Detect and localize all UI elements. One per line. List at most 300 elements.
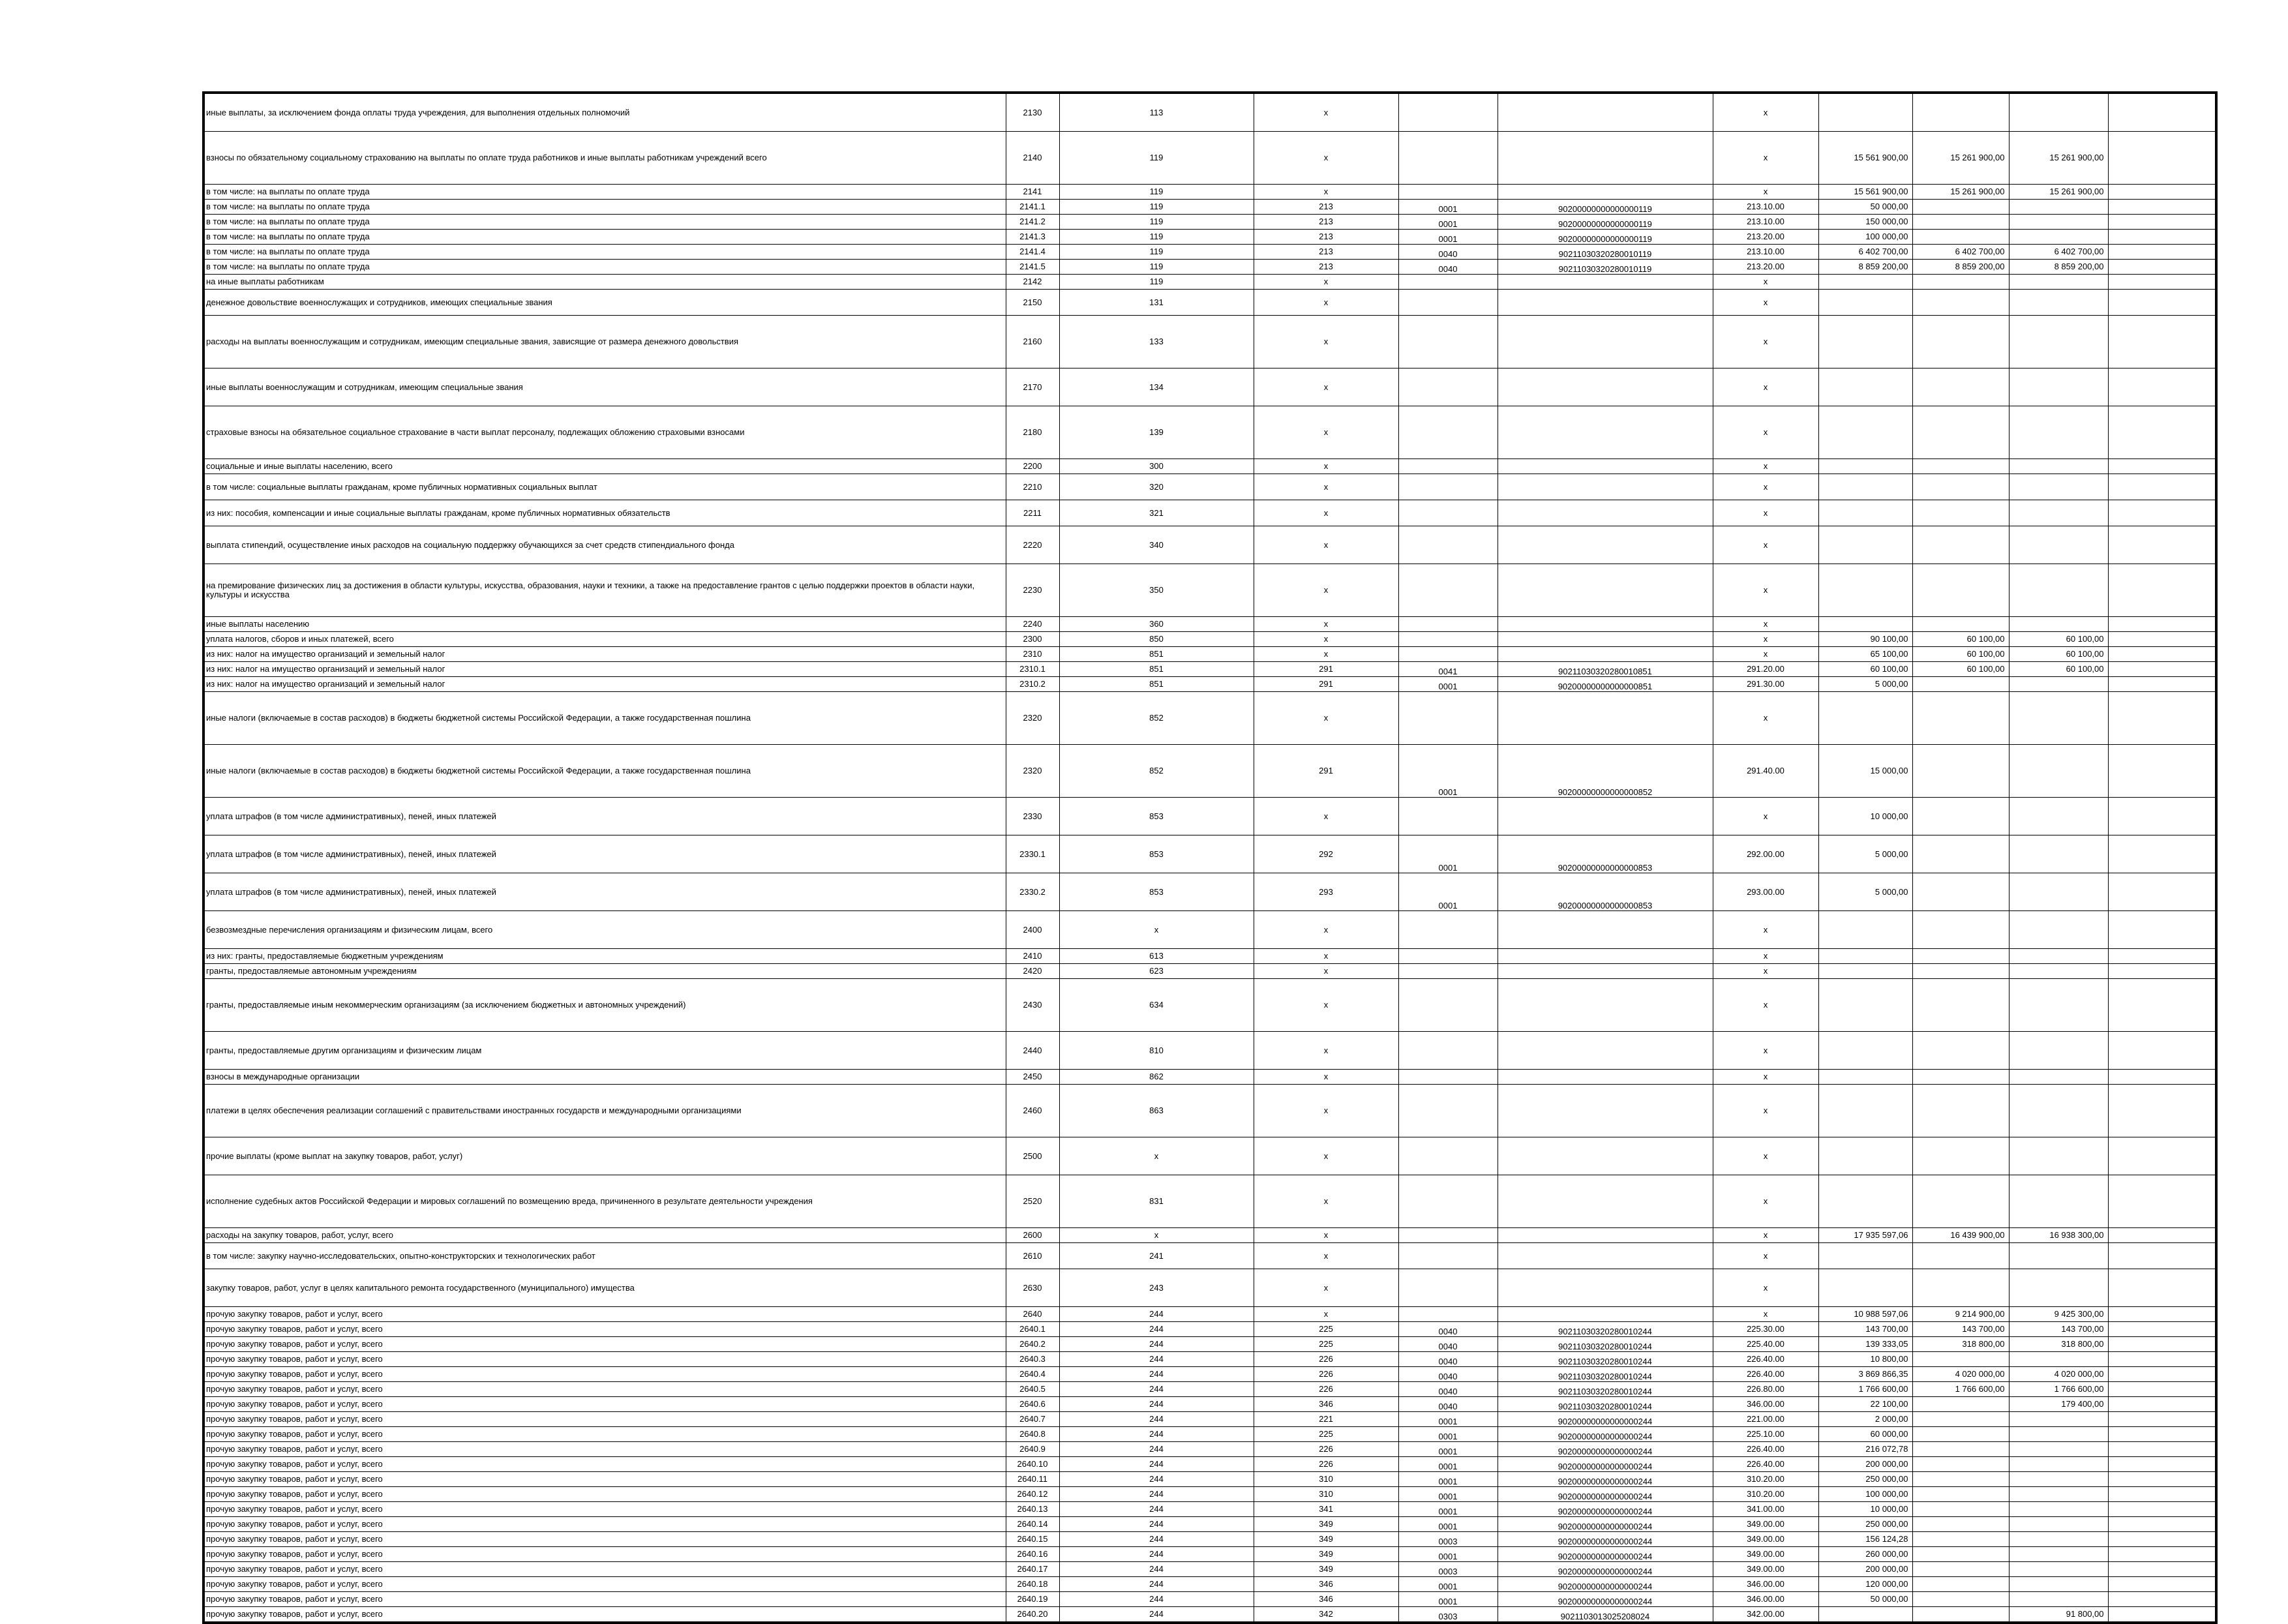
sum-year-1-cell: 15 561 900,00 [1818, 132, 1912, 185]
subsidy-code-cell: 0001 [1398, 200, 1498, 215]
table-row [203, 1502, 2216, 1517]
budget-classification-code-cell [1498, 1269, 1713, 1307]
kvr-code-cell: 623 [1059, 964, 1254, 979]
sum-year-3-cell: 60 100,00 [2009, 632, 2108, 647]
kosgu-code-cell: 291 [1254, 677, 1398, 692]
sum-year-1-cell [1818, 979, 1912, 1032]
row-name-cell: гранты, предоставляемые иным некоммерческим организациям (за исключением бюджетных и автономных учреждений) [203, 979, 1006, 1032]
subsidy-code-cell: 0001 [1398, 677, 1498, 692]
sum-year-2-cell: 9 214 900,00 [1912, 1307, 2009, 1322]
sum-year-2-cell [1912, 1032, 2009, 1070]
sum-year-1-cell: 50 000,00 [1818, 200, 1912, 215]
sum-year-2-cell [1912, 1517, 2009, 1532]
sum-extra-cell [2108, 1442, 2216, 1457]
sum-extra-cell [2108, 617, 2216, 632]
row-name-cell: прочую закупку товаров, работ и услуг, всего [203, 1472, 1006, 1487]
sum-year-2-cell [1912, 1085, 2009, 1137]
kosgu-code-cell: x [1254, 368, 1398, 406]
analytic-code-cell: x [1713, 1269, 1818, 1307]
subsidy-code-cell [1398, 692, 1498, 745]
kvr-code-cell: 119 [1059, 132, 1254, 185]
kvr-code-cell: 350 [1059, 564, 1254, 617]
sum-extra-cell [2108, 1607, 2216, 1623]
sum-year-1-cell: 120 000,00 [1818, 1577, 1912, 1592]
kosgu-code-cell: x [1254, 1228, 1398, 1243]
line-code-cell: 2142 [1006, 275, 1059, 290]
kosgu-code-cell: 226 [1254, 1457, 1398, 1472]
row-name-cell: иные налоги (включаемые в состав расходов) в бюджеты бюджетной системы Российской Федерации, а также государственная пошлина [203, 692, 1006, 745]
sum-year-3-cell [2009, 230, 2108, 245]
analytic-code-cell: 213.10.00 [1713, 215, 1818, 230]
sum-extra-cell [2108, 692, 2216, 745]
table-row [203, 1322, 2216, 1337]
table-row [203, 979, 2216, 1032]
analytic-code-cell: 310.20.00 [1713, 1487, 1818, 1502]
sum-year-2-cell [1912, 617, 2009, 632]
analytic-code-cell: x [1713, 290, 1818, 316]
sum-year-1-cell: 5 000,00 [1818, 835, 1912, 873]
sum-year-2-cell: 16 439 900,00 [1912, 1228, 2009, 1243]
analytic-code-cell: x [1713, 185, 1818, 200]
row-name-cell: из них: налог на имущество организаций и земельный налог [203, 662, 1006, 677]
table-row [203, 215, 2216, 230]
line-code-cell: 2520 [1006, 1175, 1059, 1228]
sum-year-2-cell [1912, 275, 2009, 290]
subsidy-code-cell [1398, 617, 1498, 632]
sum-year-1-cell: 10 988 597,06 [1818, 1307, 1912, 1322]
sum-extra-cell [2108, 1070, 2216, 1085]
budget-classification-code-cell: 90200000000000000853 [1498, 835, 1713, 873]
budget-classification-code-cell [1498, 132, 1713, 185]
sum-year-3-cell: 1 766 600,00 [2009, 1382, 2108, 1397]
row-name-cell: иные выплаты военнослужащим и сотрудникам, имеющим специальные звания [203, 368, 1006, 406]
subsidy-code-cell: 0040 [1398, 260, 1498, 275]
budget-classification-code-cell: 90200000000000000852 [1498, 745, 1713, 798]
sum-year-2-cell [1912, 1562, 2009, 1577]
sum-extra-cell [2108, 1032, 2216, 1070]
sum-extra-cell [2108, 964, 2216, 979]
budget-classification-code-cell: 90200000000000000244 [1498, 1412, 1713, 1427]
sum-year-1-cell: 1 766 600,00 [1818, 1382, 1912, 1397]
subsidy-code-cell [1398, 459, 1498, 474]
table-row [203, 1517, 2216, 1532]
budget-classification-code-cell [1498, 290, 1713, 316]
sum-year-2-cell: 318 800,00 [1912, 1337, 2009, 1352]
sum-extra-cell [2108, 1562, 2216, 1577]
analytic-code-cell: 291.30.00 [1713, 677, 1818, 692]
sum-year-2-cell [1912, 1175, 2009, 1228]
kvr-code-cell: 119 [1059, 185, 1254, 200]
sum-year-2-cell [1912, 215, 2009, 230]
kvr-code-cell: 244 [1059, 1397, 1254, 1412]
subsidy-code-cell [1398, 949, 1498, 964]
sum-year-3-cell: 179 400,00 [2009, 1397, 2108, 1412]
analytic-code-cell: x [1713, 617, 1818, 632]
subsidy-code-cell: 0001 [1398, 1412, 1498, 1427]
budget-classification-code-cell [1498, 1228, 1713, 1243]
sum-year-2-cell: 4 020 000,00 [1912, 1367, 2009, 1382]
sum-year-1-cell: 5 000,00 [1818, 873, 1912, 911]
budget-classification-code-cell: 90211030320280010851 [1498, 662, 1713, 677]
sum-year-3-cell [2009, 1502, 2108, 1517]
subsidy-code-cell: 0001 [1398, 1487, 1498, 1502]
sum-year-1-cell [1818, 692, 1912, 745]
budget-classification-code-cell: 90200000000000000244 [1498, 1517, 1713, 1532]
table-row [203, 1175, 2216, 1228]
budget-classification-code-cell: 90200000000000000119 [1498, 215, 1713, 230]
row-name-cell: исполнение судебных актов Российской Федерации и мировых соглашений по возмещению вреда, причиненного в результате деятельности учреждения [203, 1175, 1006, 1228]
sum-year-3-cell [2009, 677, 2108, 692]
sum-year-1-cell [1818, 500, 1912, 526]
row-name-cell: прочую закупку товаров, работ и услуг, всего [203, 1337, 1006, 1352]
line-code-cell: 2640.18 [1006, 1577, 1059, 1592]
line-code-cell: 2170 [1006, 368, 1059, 406]
sum-year-3-cell [2009, 1592, 2108, 1607]
line-code-cell: 2141.4 [1006, 245, 1059, 260]
budget-classification-code-cell [1498, 500, 1713, 526]
sum-year-3-cell [2009, 1472, 2108, 1487]
row-name-cell: из них: пособия, компенсации и иные социальные выплаты гражданам, кроме публичных нормативных обязательств [203, 500, 1006, 526]
table-row [203, 459, 2216, 474]
sum-year-3-cell [2009, 1427, 2108, 1442]
sum-year-2-cell: 15 261 900,00 [1912, 185, 2009, 200]
sum-extra-cell [2108, 132, 2216, 185]
sum-year-1-cell: 15 561 900,00 [1818, 185, 1912, 200]
kvr-code-cell: 851 [1059, 677, 1254, 692]
line-code-cell: 2640.9 [1006, 1442, 1059, 1457]
kosgu-code-cell: x [1254, 406, 1398, 459]
kvr-code-cell: 851 [1059, 647, 1254, 662]
subsidy-code-cell: 0001 [1398, 1547, 1498, 1562]
kvr-code-cell: 244 [1059, 1532, 1254, 1547]
kvr-code-cell: 340 [1059, 526, 1254, 564]
sum-year-3-cell [2009, 474, 2108, 500]
sum-year-3-cell [2009, 1412, 2108, 1427]
kvr-code-cell: 244 [1059, 1427, 1254, 1442]
table-row [203, 1607, 2216, 1623]
line-code-cell: 2640.8 [1006, 1427, 1059, 1442]
kvr-code-cell: 853 [1059, 798, 1254, 835]
analytic-code-cell: 342.00.00 [1713, 1607, 1818, 1623]
sum-year-3-cell: 91 800,00 [2009, 1607, 2108, 1623]
line-code-cell: 2440 [1006, 1032, 1059, 1070]
analytic-code-cell: 292.00.00 [1713, 835, 1818, 873]
row-name-cell: уплата штрафов (в том числе административных), пеней, иных платежей [203, 798, 1006, 835]
line-code-cell: 2330.2 [1006, 873, 1059, 911]
table-row [203, 260, 2216, 275]
table-row [203, 275, 2216, 290]
analytic-code-cell: x [1713, 1228, 1818, 1243]
sum-extra-cell [2108, 459, 2216, 474]
budget-classification-code-cell: 90200000000000000244 [1498, 1502, 1713, 1517]
row-name-cell: прочие выплаты (кроме выплат на закупку товаров, работ, услуг) [203, 1137, 1006, 1175]
table-row [203, 1397, 2216, 1412]
kosgu-code-cell: x [1254, 1032, 1398, 1070]
line-code-cell: 2640.17 [1006, 1562, 1059, 1577]
budget-classification-code-cell: 90200000000000000244 [1498, 1562, 1713, 1577]
kvr-code-cell: 244 [1059, 1517, 1254, 1532]
sum-year-3-cell [2009, 949, 2108, 964]
analytic-code-cell: 346.00.00 [1713, 1577, 1818, 1592]
kosgu-code-cell: x [1254, 964, 1398, 979]
sum-extra-cell [2108, 647, 2216, 662]
table-row [203, 1532, 2216, 1547]
kosgu-code-cell: 226 [1254, 1382, 1398, 1397]
table-row [203, 1269, 2216, 1307]
line-code-cell: 2450 [1006, 1070, 1059, 1085]
kvr-code-cell: 119 [1059, 245, 1254, 260]
table-row [203, 1592, 2216, 1607]
budget-classification-code-cell [1498, 647, 1713, 662]
sum-year-3-cell [2009, 526, 2108, 564]
kvr-code-cell: 139 [1059, 406, 1254, 459]
analytic-code-cell: 226.40.00 [1713, 1367, 1818, 1382]
row-name-cell: расходы на выплаты военнослужащим и сотрудникам, имеющим специальные звания, зависящие от размера денежного довольствия [203, 316, 1006, 368]
kvr-code-cell: 321 [1059, 500, 1254, 526]
subsidy-code-cell [1398, 1085, 1498, 1137]
sum-extra-cell [2108, 1397, 2216, 1412]
subsidy-code-cell [1398, 1137, 1498, 1175]
line-code-cell: 2330 [1006, 798, 1059, 835]
table-row [203, 1137, 2216, 1175]
kosgu-code-cell: 293 [1254, 873, 1398, 911]
budget-classification-code-cell [1498, 617, 1713, 632]
sum-year-1-cell [1818, 526, 1912, 564]
row-name-cell: в том числе: на выплаты по оплате труда [203, 245, 1006, 260]
analytic-code-cell: x [1713, 949, 1818, 964]
sum-year-2-cell [1912, 1472, 2009, 1487]
kosgu-code-cell: x [1254, 1243, 1398, 1269]
line-code-cell: 2430 [1006, 979, 1059, 1032]
analytic-code-cell: 226.40.00 [1713, 1352, 1818, 1367]
subsidy-code-cell [1398, 1070, 1498, 1085]
subsidy-code-cell: 0040 [1398, 1322, 1498, 1337]
line-code-cell: 2230 [1006, 564, 1059, 617]
kosgu-code-cell: 291 [1254, 745, 1398, 798]
sum-year-1-cell [1818, 1243, 1912, 1269]
sum-year-1-cell: 100 000,00 [1818, 230, 1912, 245]
table-row [203, 1367, 2216, 1382]
sum-year-3-cell [2009, 1442, 2108, 1457]
budget-classification-code-cell [1498, 1137, 1713, 1175]
sum-extra-cell [2108, 185, 2216, 200]
sum-year-3-cell [2009, 1243, 2108, 1269]
line-code-cell: 2640.12 [1006, 1487, 1059, 1502]
subsidy-code-cell [1398, 93, 1498, 132]
table-row [203, 1382, 2216, 1397]
kosgu-code-cell: x [1254, 290, 1398, 316]
subsidy-code-cell [1398, 526, 1498, 564]
analytic-code-cell: 346.00.00 [1713, 1397, 1818, 1412]
line-code-cell: 2220 [1006, 526, 1059, 564]
sum-extra-cell [2108, 245, 2216, 260]
sum-year-1-cell: 3 869 866,35 [1818, 1367, 1912, 1382]
sum-year-1-cell: 2 000,00 [1818, 1412, 1912, 1427]
analytic-code-cell: 349.00.00 [1713, 1547, 1818, 1562]
kosgu-code-cell: 226 [1254, 1442, 1398, 1457]
kosgu-code-cell: 213 [1254, 200, 1398, 215]
subsidy-code-cell: 0040 [1398, 1382, 1498, 1397]
kosgu-code-cell: x [1254, 979, 1398, 1032]
sum-year-1-cell [1818, 474, 1912, 500]
row-name-cell: взносы по обязательному социальному страхованию на выплаты по оплате труда работников и иные выплаты работникам учреждений всего [203, 132, 1006, 185]
kosgu-code-cell: x [1254, 316, 1398, 368]
table-row [203, 230, 2216, 245]
subsidy-code-cell [1398, 474, 1498, 500]
line-code-cell: 2150 [1006, 290, 1059, 316]
sum-extra-cell [2108, 1487, 2216, 1502]
subsidy-code-cell: 0001 [1398, 1472, 1498, 1487]
sum-year-2-cell [1912, 1137, 2009, 1175]
sum-year-2-cell [1912, 745, 2009, 798]
sum-year-1-cell [1818, 1269, 1912, 1307]
analytic-code-cell: x [1713, 911, 1818, 949]
sum-year-3-cell [2009, 798, 2108, 835]
budget-classification-code-cell [1498, 406, 1713, 459]
sum-year-1-cell: 156 124,28 [1818, 1532, 1912, 1547]
row-name-cell: денежное довольствие военнослужащих и сотрудников, имеющих специальные звания [203, 290, 1006, 316]
kosgu-code-cell: 349 [1254, 1517, 1398, 1532]
sum-year-3-cell: 15 261 900,00 [2009, 185, 2108, 200]
sum-year-1-cell [1818, 316, 1912, 368]
sum-year-3-cell [2009, 1562, 2108, 1577]
subsidy-code-cell: 0003 [1398, 1532, 1498, 1547]
line-code-cell: 2640.4 [1006, 1367, 1059, 1382]
sum-extra-cell [2108, 260, 2216, 275]
sum-extra-cell [2108, 1175, 2216, 1228]
sum-year-2-cell: 143 700,00 [1912, 1322, 2009, 1337]
sum-year-1-cell [1818, 1607, 1912, 1623]
sum-year-1-cell: 60 000,00 [1818, 1427, 1912, 1442]
sum-extra-cell [2108, 1137, 2216, 1175]
line-code-cell: 2420 [1006, 964, 1059, 979]
sum-year-2-cell [1912, 230, 2009, 245]
sum-extra-cell [2108, 316, 2216, 368]
sum-year-3-cell [2009, 1175, 2108, 1228]
table-row [203, 1442, 2216, 1457]
sum-year-3-cell [2009, 1137, 2108, 1175]
kosgu-code-cell: 346 [1254, 1577, 1398, 1592]
sum-year-1-cell: 100 000,00 [1818, 1487, 1912, 1502]
kvr-code-cell: 244 [1059, 1322, 1254, 1337]
analytic-code-cell: 213.10.00 [1713, 200, 1818, 215]
kvr-code-cell: 243 [1059, 1269, 1254, 1307]
table-row [203, 1487, 2216, 1502]
subsidy-code-cell: 0001 [1398, 215, 1498, 230]
line-code-cell: 2460 [1006, 1085, 1059, 1137]
sum-extra-cell [2108, 368, 2216, 406]
row-name-cell: взносы в международные организации [203, 1070, 1006, 1085]
table-row [203, 132, 2216, 185]
subsidy-code-cell [1398, 500, 1498, 526]
sum-extra-cell [2108, 662, 2216, 677]
row-name-cell: уплата штрафов (в том числе административных), пеней, иных платежей [203, 873, 1006, 911]
line-code-cell: 2130 [1006, 93, 1059, 132]
kosgu-code-cell: 213 [1254, 245, 1398, 260]
sum-extra-cell [2108, 1337, 2216, 1352]
sum-year-2-cell [1912, 1243, 2009, 1269]
kvr-code-cell: 134 [1059, 368, 1254, 406]
subsidy-code-cell: 0040 [1398, 1367, 1498, 1382]
sum-extra-cell [2108, 230, 2216, 245]
budget-classification-code-cell: 90200000000000000119 [1498, 230, 1713, 245]
sum-extra-cell [2108, 1367, 2216, 1382]
kvr-code-cell: 853 [1059, 835, 1254, 873]
kvr-code-cell: 244 [1059, 1547, 1254, 1562]
sum-extra-cell [2108, 949, 2216, 964]
sum-extra-cell [2108, 1592, 2216, 1607]
analytic-code-cell: x [1713, 459, 1818, 474]
kvr-code-cell: 244 [1059, 1457, 1254, 1472]
kosgu-code-cell: x [1254, 911, 1398, 949]
sum-year-3-cell [2009, 290, 2108, 316]
row-name-cell: прочую закупку товаров, работ и услуг, всего [203, 1442, 1006, 1457]
sum-year-3-cell: 9 425 300,00 [2009, 1307, 2108, 1322]
subsidy-code-cell: 0001 [1398, 873, 1498, 911]
sum-year-3-cell: 4 020 000,00 [2009, 1367, 2108, 1382]
sum-year-2-cell [1912, 526, 2009, 564]
sum-extra-cell [2108, 1472, 2216, 1487]
subsidy-code-cell [1398, 368, 1498, 406]
row-name-cell: гранты, предоставляемые автономным учреждениям [203, 964, 1006, 979]
table-row [203, 745, 2216, 798]
sum-year-2-cell [1912, 1487, 2009, 1502]
line-code-cell: 2640.10 [1006, 1457, 1059, 1472]
sum-year-2-cell [1912, 1442, 2009, 1457]
sum-year-1-cell [1818, 1175, 1912, 1228]
row-name-cell: уплата штрафов (в том числе административных), пеней, иных платежей [203, 835, 1006, 873]
analytic-code-cell: 225.30.00 [1713, 1322, 1818, 1337]
row-name-cell: прочую закупку товаров, работ и услуг, всего [203, 1517, 1006, 1532]
line-code-cell: 2211 [1006, 500, 1059, 526]
subsidy-code-cell [1398, 406, 1498, 459]
sum-extra-cell [2108, 1412, 2216, 1427]
sum-year-2-cell [1912, 290, 2009, 316]
subsidy-code-cell: 0001 [1398, 230, 1498, 245]
table-row [203, 1032, 2216, 1070]
row-name-cell: на иные выплаты работникам [203, 275, 1006, 290]
sum-year-3-cell: 60 100,00 [2009, 647, 2108, 662]
kvr-code-cell: 360 [1059, 617, 1254, 632]
sum-year-2-cell [1912, 873, 2009, 911]
sum-year-2-cell [1912, 1607, 2009, 1623]
subsidy-code-cell [1398, 316, 1498, 368]
subsidy-code-cell [1398, 290, 1498, 316]
kosgu-code-cell: x [1254, 647, 1398, 662]
sum-year-2-cell [1912, 406, 2009, 459]
sum-year-1-cell [1818, 406, 1912, 459]
table-row [203, 617, 2216, 632]
sum-year-3-cell [2009, 979, 2108, 1032]
table-row [203, 1228, 2216, 1243]
analytic-code-cell: x [1713, 1032, 1818, 1070]
row-name-cell: в том числе: на выплаты по оплате труда [203, 215, 1006, 230]
sum-year-3-cell: 8 859 200,00 [2009, 260, 2108, 275]
analytic-code-cell: x [1713, 1137, 1818, 1175]
budget-classification-code-cell [1498, 474, 1713, 500]
line-code-cell: 2320 [1006, 692, 1059, 745]
kvr-code-cell: 119 [1059, 200, 1254, 215]
budget-classification-code-cell: 90200000000000000244 [1498, 1487, 1713, 1502]
kosgu-code-cell: x [1254, 474, 1398, 500]
row-name-cell: прочую закупку товаров, работ и услуг, всего [203, 1592, 1006, 1607]
kvr-code-cell: 244 [1059, 1562, 1254, 1577]
kvr-code-cell: 850 [1059, 632, 1254, 647]
kosgu-code-cell: 225 [1254, 1427, 1398, 1442]
analytic-code-cell: x [1713, 93, 1818, 132]
subsidy-code-cell: 0001 [1398, 1427, 1498, 1442]
subsidy-code-cell [1398, 132, 1498, 185]
